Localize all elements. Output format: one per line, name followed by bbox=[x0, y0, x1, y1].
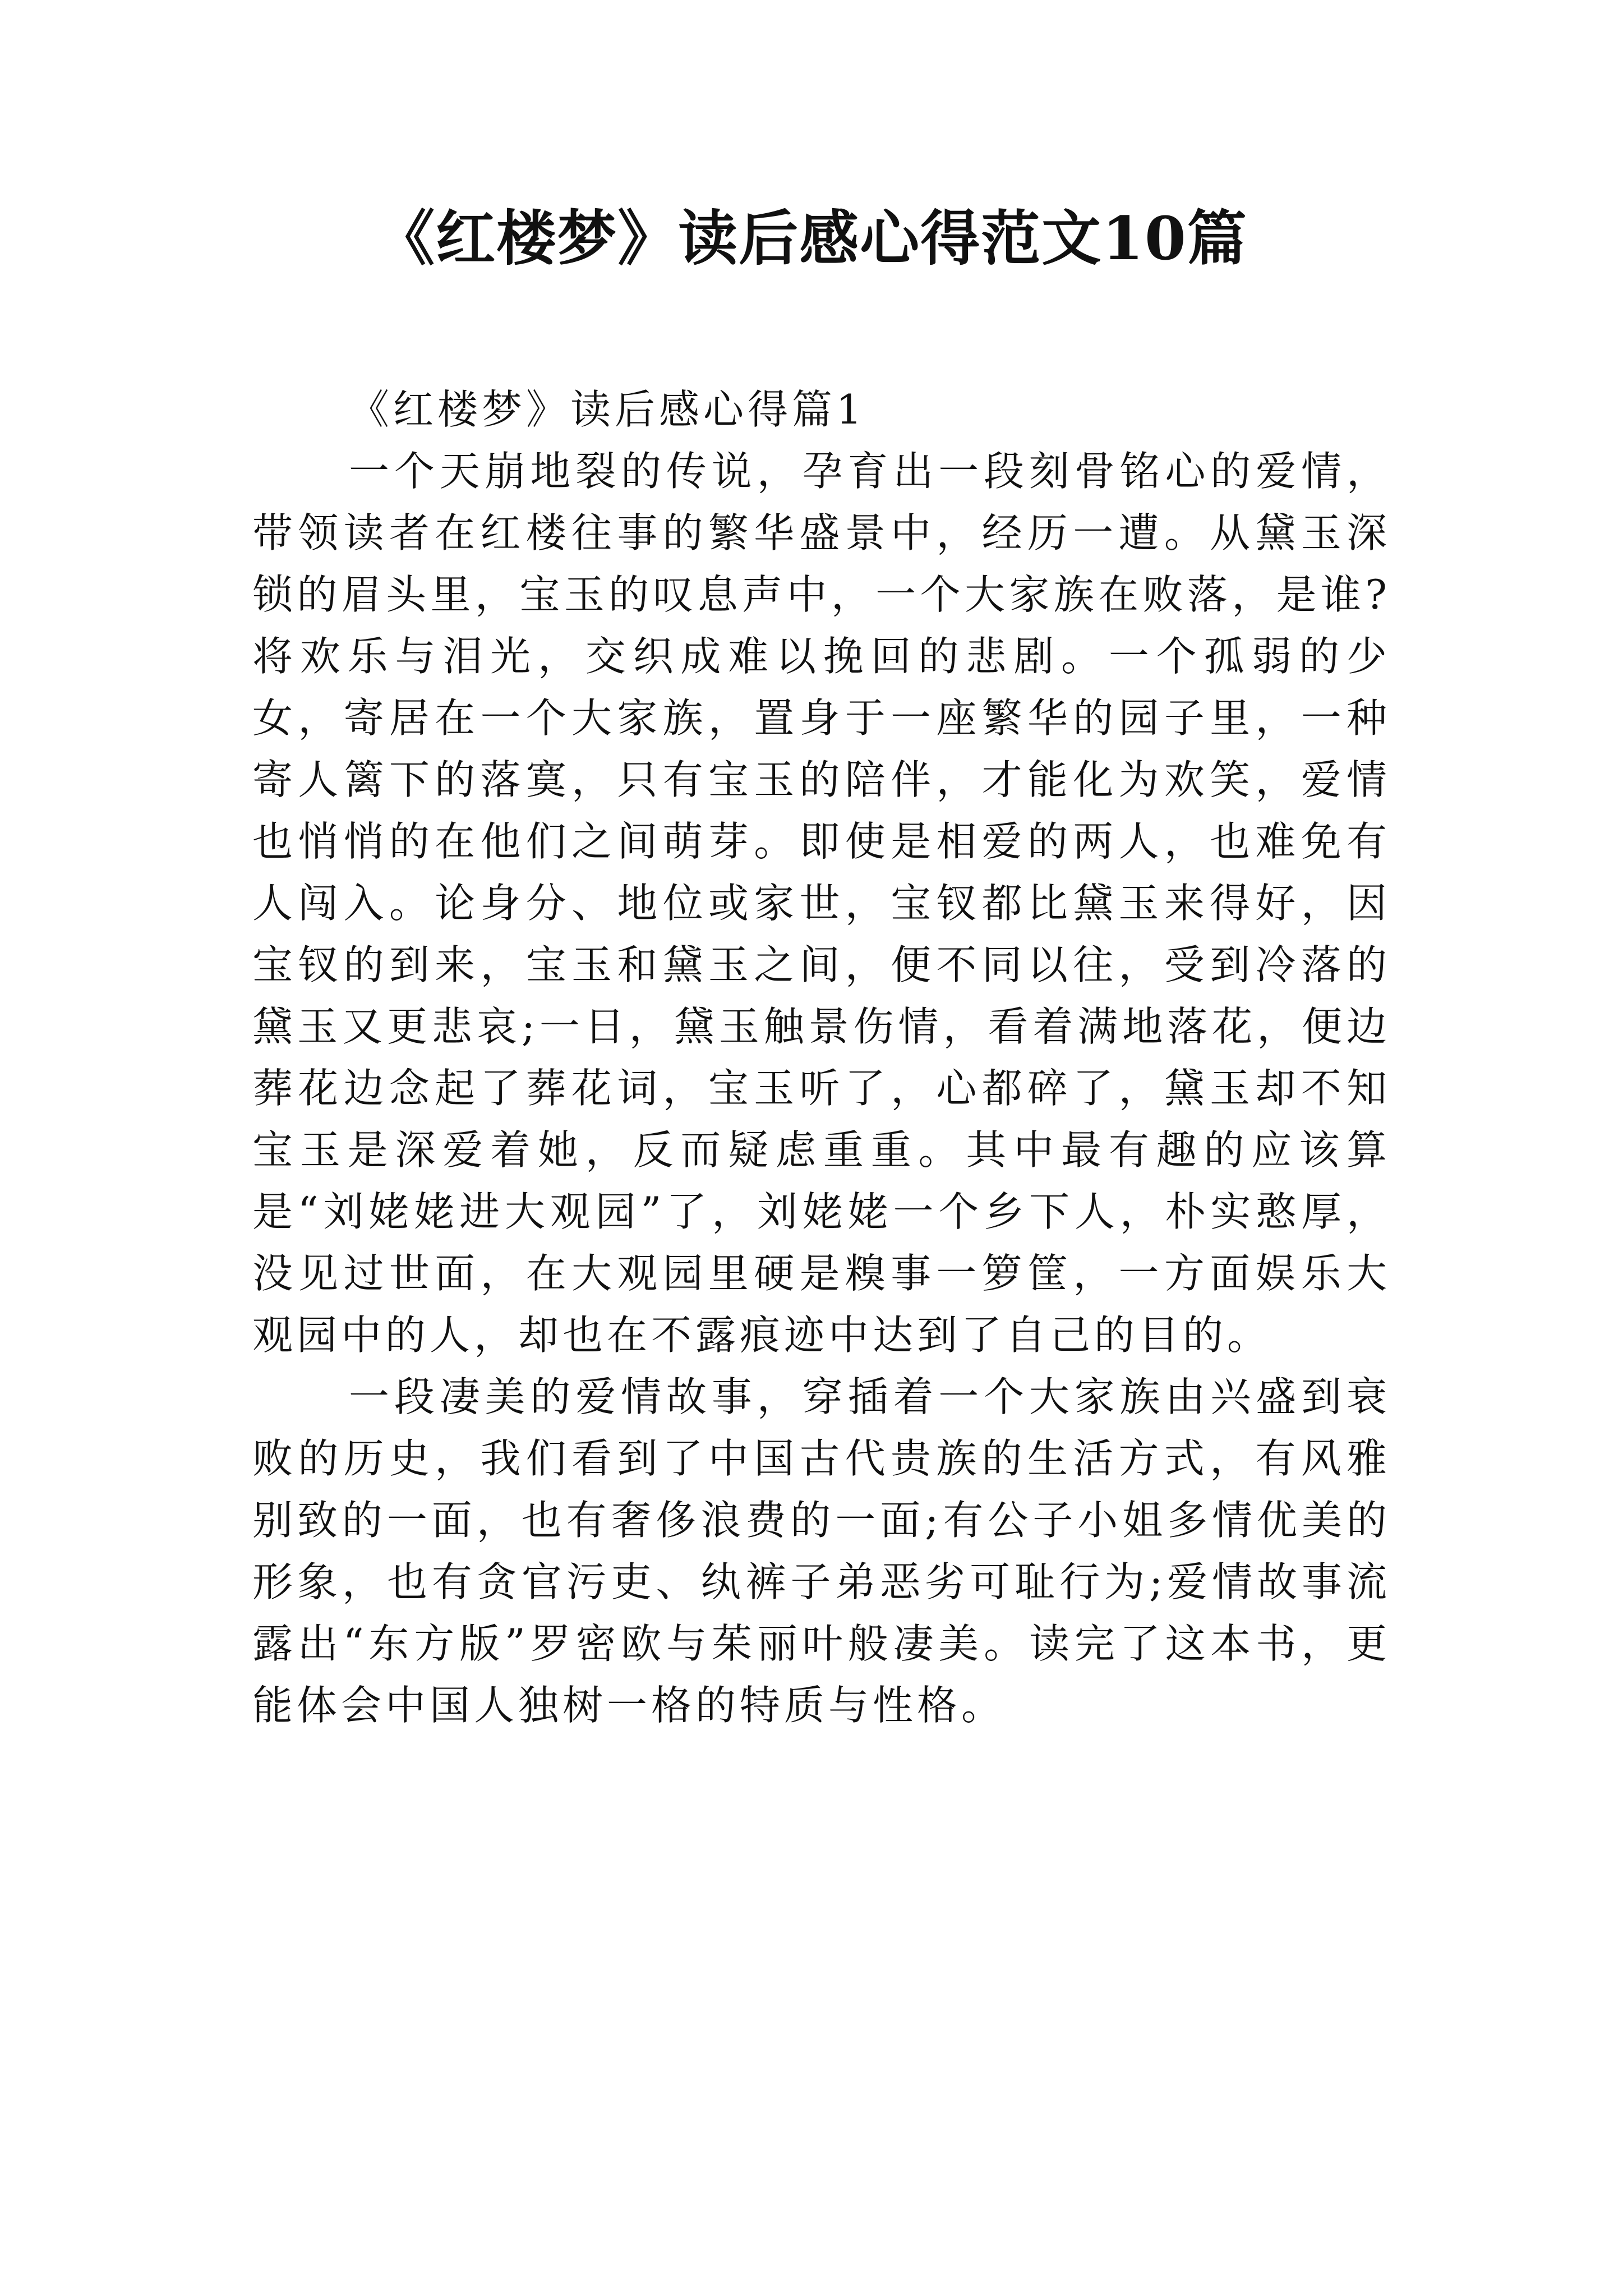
paragraph-1: 一个天崩地裂的传说，孕育出一段刻骨铭心的爱情，带领读者在红楼往事的繁华盛景中，经历一遭。从黛玉深锁的眉头里，宝玉的叹息声中，一个大家族在败落，是谁?将欢乐与泪光，交织成难以挽回的悲剧。一个孤弱的少女，寄居在一个大家族，置身于一座繁华的园子里，一种寄人篱下的落寞，只有宝玉的陪伴，才能化为欢笑，爱情也悄悄的在他们之间萌芽。即使是相爱的两人，也难免有人闯入。论身分、地位或家世，宝钗都比黛玉来得好，因宝钗的到来，宝玉和黛玉之间，便不同以往，受到冷落的黛玉又更悲哀;一日，黛玉触景伤情，看着满地落花，便边葬花边念起了葬花词，宝玉听了，心都碎了，黛玉却不知宝玉是深爱着她，反而疑虑重重。其中最有趣的应该算是“刘姥姥进大观园”了，刘姥姥一个乡下人，朴实憨厚，没见过世面，在大观园里硬是糗事一箩筐，一方面娱乐大观园中的人，却也在不露痕迹中达到了自己的目的。 bbox=[252, 448, 1391, 1359]
section-heading: 《红楼梦》读后感心得篇1 bbox=[349, 386, 866, 433]
document-body bbox=[252, 379, 1391, 1736]
document-title: 《红楼梦》读后感心得范文10篇 bbox=[375, 203, 1248, 273]
paragraph-2: 一段凄美的爱情故事，穿插着一个大家族由兴盛到衰败的历史，我们看到了中国古代贵族的生活方式，有风雅别致的一面，也有奢侈浪费的一面;有公子小姐多情优美的形象，也有贪官污吏、纨裤子弟恶劣可耻行为;爱情故事流露出“东方版”罗密欧与茱丽叶般凄美。读完了这本书，更能体会中国人独树一格的特质与性格。 bbox=[252, 1373, 1391, 1729]
